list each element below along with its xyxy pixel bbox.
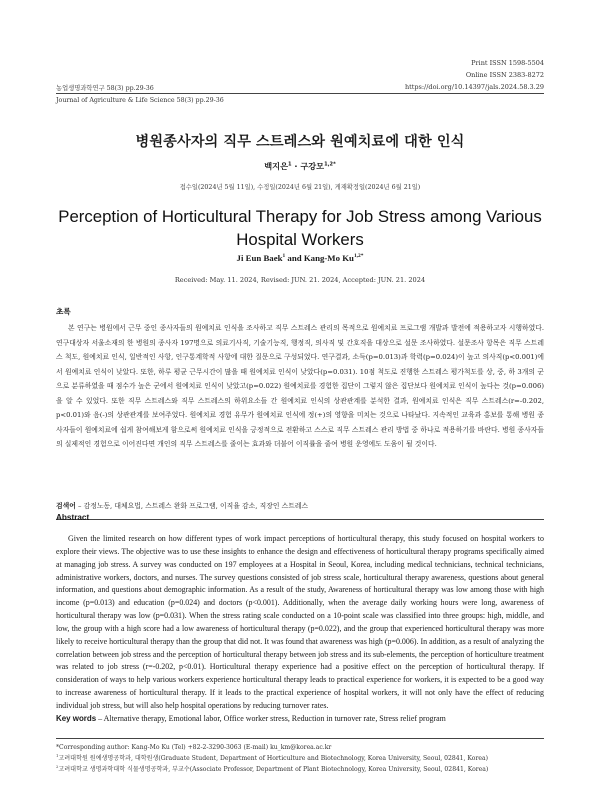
footnote-1-marker: 1 <box>56 752 59 758</box>
keywords-ko <box>56 500 544 510</box>
keywords-en-list: – Alternative therapy, Emotional labor, Office worker stress, Reduction in turnover rate, Stress relief program <box>96 714 446 723</box>
section-rule <box>56 519 544 520</box>
online-issn: Online ISSN 2383-8272 <box>465 71 544 79</box>
title-korean: 병원종사자의 직무 스트레스와 원예치료에 대한 인식 <box>135 134 465 150</box>
author-2-en: Kang-Mo Ku <box>303 253 354 263</box>
abstract-ko-text: 본 연구는 병원에서 근무 중인 종사자들의 원예치료 인식을 조사하고 직무 스트레스 관리의 목적으로 원예치료 프로그램 개발과 발전에 적용하고자 시행하였다. 연구대상자 서울소재의 한 병원의 종사자 197명으로 의료기사직, 기술기능직, 행정직, 의사직 및 간호직을 대상으로 설문 조사하였다. 설문조사 항목은 직무 스트레스 척도, 원예치료 인식, 일반적인 사항, 인구통계학적 사항에 대한 질문으로 구성되었다. 연구결과, 소득(p=0.013)과 학력(p=0.024)이 높고 의사직(p<0.001)에서 원예치료 인식이 낮았다. 또한, 하루 평균 근무시간이 많을 때 원예치료 인식이 낮았다(p=0.031). 10점 척도로 진행한 스트레스 평가척도를 상, 중, 하 3개의 군으로 분류하였을 때 점수가 높은 군에서 원예치료 인식이 낮았고(p=0.022) 원예치료를 경험한 집단이 그렇지 않은 집단보다 원예치료 인식이 높다는 것(p=0.006)을 알 수 있었다. 또한 직무 스트레스와 직무 스트레스의 하위요소들 간 원예치료 인식의 상관관계를 분석한 결과, 원예치료 인식은 직무 스트레스(r=-0.202, p<0.01)와 음(-)의 상관관계를 보여주었다. 원예치료 경험 유무가 원예치료 인식에 정(+)의 영향을 미치는 것으로 나타났다. 지속적인 교육과 홍보를 통해 병원 종사자들이 원예치료에 쉽게 참여해보게 함으로써 원예치료 인식을 긍정적으로 전환하고 스스로 직무 스트레스 관리 방법 중 하나로 적용하기를 바란다. 병원 종사자들의 실제적인 경험으로 이어진다면 개인의 직무 스트레스를 줄이는 효과와 더불어 이직률을 줄여 병원 운영에도 도움이 될 것이다. <box>56 324 544 449</box>
journal-ko-citation: 농업생명과학연구 58(3) pp.29-36 <box>56 85 154 92</box>
print-issn: Print ISSN 1598-5504 <box>471 59 544 67</box>
dates-korean: 접수일(2024년 5월 11일), 수정일(2024년 6월 21일), 게재확정일(2024년 6월 21일) <box>179 184 421 191</box>
doi-link[interactable]: https://doi.org/10.14397/jals.2024.58.3.29 <box>404 83 544 91</box>
author-2-ko: 구강모 <box>300 161 325 171</box>
footnote-2-marker: 2 <box>56 763 59 769</box>
author-1-en-affil: 1 <box>282 253 286 260</box>
title-english: Perception of Horticultural Therapy for Job Stress among Various Hospital Workers <box>58 207 542 249</box>
abstract-ko-heading: 초록 <box>56 307 71 316</box>
keywords-ko-list: – 감정노동, 대체요법, 스트레스 완화 프로그램, 이직율 감소, 직장인 스트레스 <box>75 502 309 510</box>
header-rule <box>56 93 544 94</box>
footnote-affiliation-1 <box>56 754 544 765</box>
keywords-en <box>56 714 544 723</box>
dates-english: Received: May. 11. 2024, Revised: JUN. 21. 2024, Accepted: JUN. 21. 2024 <box>174 276 426 284</box>
author-and: and <box>285 253 304 263</box>
footnote-rule <box>56 738 544 739</box>
author-2-ko-affil: 1,2* <box>324 161 336 168</box>
author-1-ko-affil: 1 <box>287 161 292 168</box>
abstract-en-text: Given the limited research on how different types of work impact perceptions of horticultural therapy, this study focused on hospital workers to explore their views. The objective was to use these insights to enhance the design and effectiveness of horticultural therapy programs specifically aimed at managing job stress. A survey was conducted on 197 employees at a Hospital in Seoul, Korea, including medical technicians, technical technicians, administrative workers, doctors, and nurses. The survey questions consisted of job stress scale, horticultural therapy awareness, questions about general information, and questions about demographic information. As a result of the study, Awareness of horticultural therapy was low among those with high income (p=0.013) and education (p=0.024) and doctors (p<0.001). Additionally, when the average daily working hours were long, awareness of horticultural therapy was low (p=0.031). When the stress rating scale conducted on a 10-point scale was classified into three groups: high, middle, and low, the group with a high score had a low awareness of horticultural therapy (p=0.022), and the group that experienced horticultural therapy was more likely to receive horticultural therapy than the group that did not. It was found that awareness was high (p=0.006). In addition, as a result of analyzing the correlation between job stress and the perception of horticultural therapy between job stress and its sub-elements, the perception of horticulture treatment was related to job stress (r=-0.202, p<0.01). Horticultural therapy experience had a positive effect on the perception of horticultural therapy. If consideration of ways to help various workers experience horticultural therapy leads to practical experience for workers, it is expected to be a good way to increase awareness of horticultural therapy. If it leads to the practical experience of hospital workers, it will not only have the effect of reducing individual job stress, but will also help hospital operations by reducing turnover rates. <box>56 534 544 710</box>
author-1-en: Ji Eun Baek <box>236 253 283 263</box>
footnote-affiliation-2 <box>56 765 544 776</box>
authors-korean <box>0 161 600 172</box>
keywords-en-label: Key words <box>56 714 97 723</box>
keywords-ko-label: 검색어 <box>56 502 76 510</box>
journal-en-citation: Journal of Agriculture & Life Science 58(3) pp.29-36 <box>56 97 224 104</box>
footnote-corresponding: *Corresponding author: Kang-Mo Ku (Tel) +82-2-3290-3063 (E-mail) ku_km@korea.ac.kr <box>56 744 332 751</box>
author-separator: · <box>291 161 301 171</box>
author-1-ko: 백지은 <box>264 161 288 171</box>
footnote-2-text: 고려대학교 생명과학대학 식물생명공학과, 부교수(Associate Professor, Department of Plant Biotechnology, Korea University, Seoul, 02841, Korea) <box>58 766 489 773</box>
author-2-en-affil: 1,2* <box>353 253 364 260</box>
footnote-1-text: 고려대학원 원예생명공학과, 대학원생(Graduate Student, Department of Horticulture and Biotechnology, Korea University, Seoul, 02841, Korea) <box>58 755 488 762</box>
abstract-en-heading: Abstract <box>56 513 90 522</box>
authors-english <box>0 253 600 263</box>
